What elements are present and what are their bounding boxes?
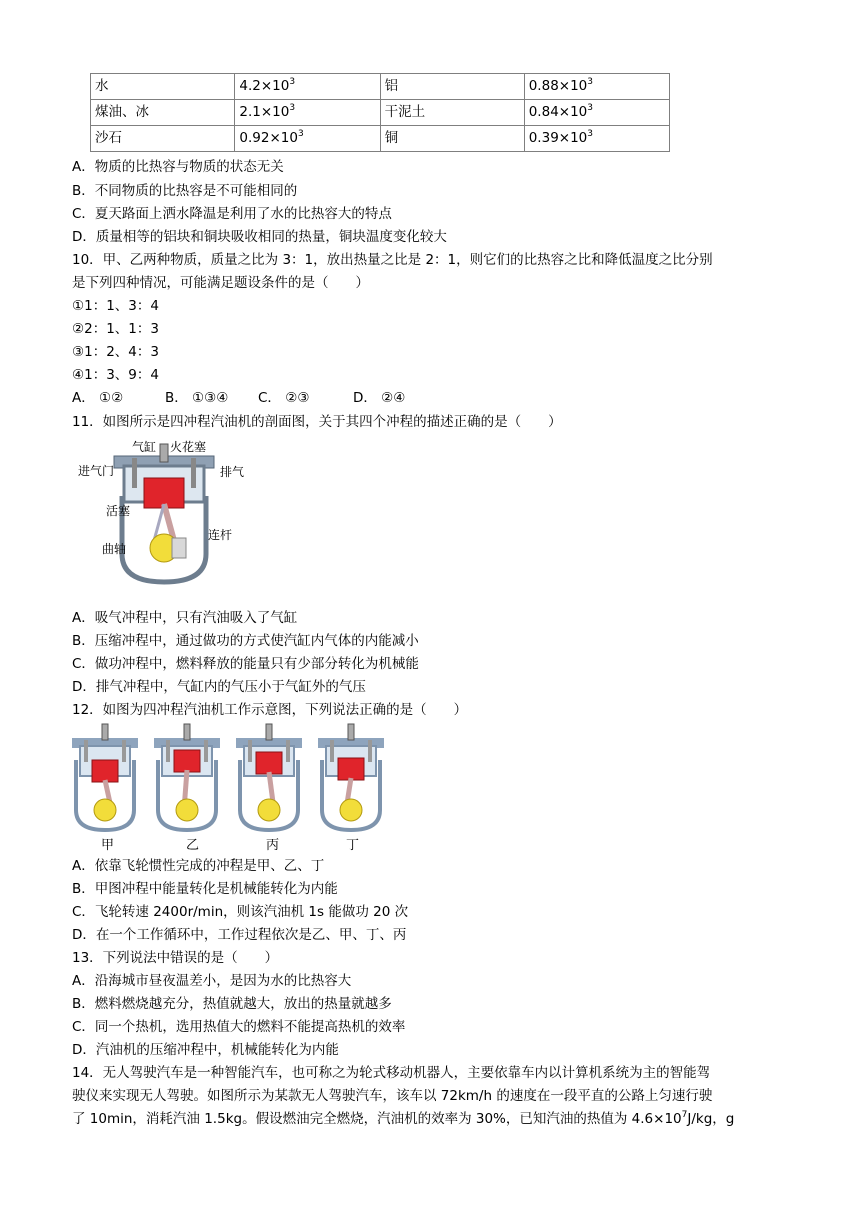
engine-jia: [72, 724, 138, 830]
q10-choice-1: ①1：1、3：4: [72, 298, 159, 314]
q11-option-a: A．吸气冲程中，只有汽油吸入了气缸: [72, 610, 298, 626]
label-piston: 活塞: [106, 504, 131, 518]
q10-stem-line1: 10．甲、乙两种物质，质量之比为 3：1，放出热量之比是 2：1，则它们的比热容之比和降低温度之比分别: [72, 252, 713, 268]
engine-cross-section-diagram: [72, 434, 252, 586]
q10-choice-2: ②2：1、1：3: [72, 321, 159, 337]
label-cylinder: 气缸: [132, 440, 157, 454]
table-row: [91, 126, 670, 152]
q12-option-c: C．飞轮转速 2400r/min，则该汽油机 1s 能做功 20 次: [72, 904, 409, 920]
q9-option-b: B．不同物质的比热容是不可能相同的: [72, 183, 298, 199]
q13-option-b: B．燃料燃烧越充分，热值就越大，放出的热量就越多: [72, 996, 392, 1012]
engine-label-ding: 丁: [346, 838, 360, 853]
engine-label-bing: 丙: [266, 838, 280, 853]
q11-stem: 11．如图所示是四冲程汽油机的剖面图，关于其四个冲程的描述正确的是（ ）: [72, 414, 562, 430]
four-stroke-diagram: [72, 720, 402, 832]
q14-line3: 了 10min，消耗汽油 1.5kg。假设燃油完全燃烧，汽油机的效率为 30%，已知汽油的热值为 $4.6\times 10^7J/kg$，g: [72, 1109, 735, 1127]
q10-stem-line2: 是下列四种情况，可能满足题设条件的是（ ）: [72, 275, 369, 291]
q10-options: [72, 388, 405, 408]
label-connecting-rod: 连杆: [208, 528, 233, 542]
q10-option-a: A． ①②: [72, 390, 124, 406]
q13-option-c: C．同一个热机，选用热值大的燃料不能提高热机的效率: [72, 1019, 406, 1035]
engine-bing: [236, 724, 302, 830]
table-cell: 水: [91, 74, 235, 100]
table-row: [91, 100, 670, 126]
q9-option-a: A．物质的比热容与物质的状态无关: [72, 159, 284, 175]
table-cell: $4.2\times 10^3$: [235, 74, 380, 100]
label-spark-plug: 火花塞: [170, 440, 207, 454]
q10-option-b: B． ①③④: [165, 390, 229, 406]
label-intake-valve: 进气门: [78, 464, 115, 478]
engine-ding: [318, 724, 384, 830]
engine-label-yi: 乙: [186, 838, 200, 853]
table-cell: 铝: [380, 74, 524, 100]
table-row: [91, 74, 670, 100]
q13-stem: 13．下列说法中错误的是（ ）: [72, 950, 279, 966]
table-cell: 干泥土: [380, 100, 524, 126]
table-cell: 沙石: [91, 126, 235, 152]
q12-stem: 12．如图为四冲程汽油机工作示意图，下列说法正确的是（ ）: [72, 702, 468, 718]
q10-option-c: C． ②③: [258, 390, 310, 406]
table-cell: $0.92\times 10^3$: [235, 126, 380, 152]
table-cell: $0.84\times 10^3$: [524, 100, 669, 126]
specific-heat-table: [90, 73, 670, 152]
table-cell: $0.88\times 10^3$: [524, 74, 669, 100]
q12-option-a: A．依靠飞轮惯性完成的冲程是甲、乙、丁: [72, 858, 325, 874]
q9-option-d: D．质量相等的铝块和铜块吸收相同的热量，铜块温度变化较大: [72, 229, 447, 245]
q12-option-d: D．在一个工作循环中，工作过程依次是乙、甲、丁、丙: [72, 927, 407, 943]
q14-line1: 14．无人驾驶汽车是一种智能汽车，也可称之为轮式移动机器人，主要依靠车内以计算机系统为主的智能驾: [72, 1065, 711, 1081]
table-cell: 煤油、冰: [91, 100, 235, 126]
table-cell: $2.1\times 10^3$: [235, 100, 380, 126]
table-cell: $0.39\times 10^3$: [524, 126, 669, 152]
q14-line2: 驶仪来实现无人驾驶。如图所示为某款无人驾驶汽车，该车以 72km/h 的速度在一段平直的公路上匀速行驶: [72, 1088, 713, 1104]
q10-option-d: D． ②④: [353, 390, 406, 406]
q9-option-c: C．夏天路面上洒水降温是利用了水的比热容大的特点: [72, 206, 392, 222]
q11-option-c: C．做功冲程中，燃料释放的能量只有少部分转化为机械能: [72, 656, 419, 672]
engine-yi: [154, 724, 220, 830]
q13-option-d: D．汽油机的压缩冲程中，机械能转化为内能: [72, 1042, 339, 1058]
q10-choice-3: ③1：2、4：3: [72, 344, 159, 360]
q11-option-b: B．压缩冲程中，通过做功的方式使汽缸内气体的内能减小: [72, 633, 419, 649]
label-crankshaft: 曲轴: [102, 542, 127, 556]
q12-option-b: B．甲图冲程中能量转化是机械能转化为内能: [72, 881, 338, 897]
q13-option-a: A．沿海城市昼夜温差小，是因为水的比热容大: [72, 973, 352, 989]
table-cell: 铜: [380, 126, 524, 152]
engine-label-jia: 甲: [101, 838, 115, 853]
q11-option-d: D．排气冲程中，气缸内的气压小于气缸外的气压: [72, 679, 366, 695]
label-exhaust: 排气: [220, 465, 245, 479]
q10-choice-4: ④1：3、9：4: [72, 367, 159, 383]
